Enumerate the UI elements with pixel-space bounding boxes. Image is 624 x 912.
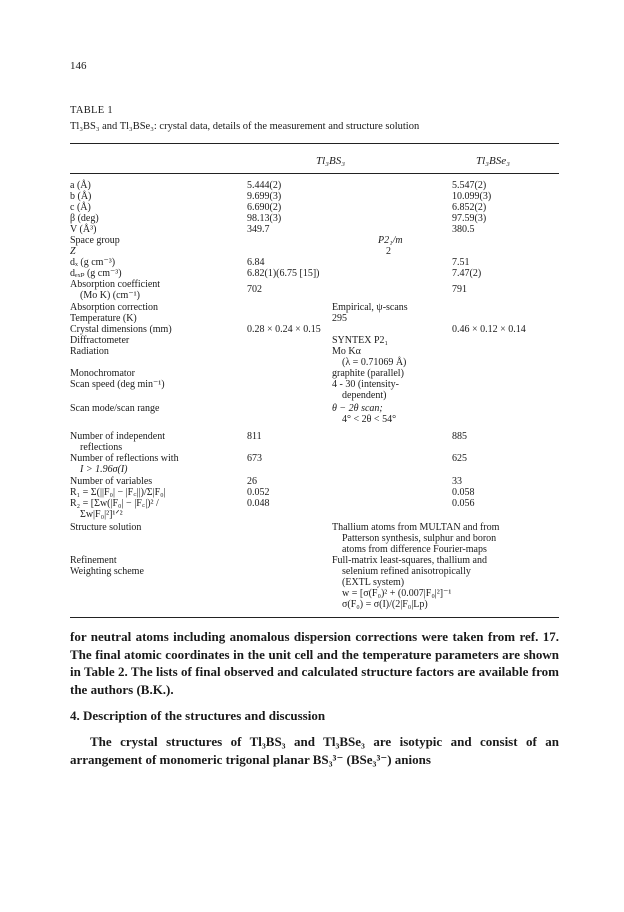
row-label: Structure solution [70,522,142,533]
value-tl3bse3: 0.056 [452,498,475,509]
value-tl3bse3: 10.099(3) [452,191,492,202]
row-label: Scan mode/scan range [70,403,160,414]
body-paragraph: for neutral atoms including anomalous dispersion corrections were taken from ref. 17. The final atomic coordinates in the unit cell and the temperature parameters are shown in Table 2. The lists of final observed and calculated structure factors are available from the authors (B.K.). [70,629,559,697]
shared-value-continued: dependent) [342,390,387,401]
row-label: dₓ (g cm⁻³) [70,257,116,268]
value-tl3bs3: 673 [247,453,262,464]
table-bottom-rule [70,617,559,618]
value-tl3bse3: 380.5 [452,224,475,235]
shared-value: 295 [332,313,347,324]
table-caption: Tl₃BS₃ and Tl₃BSe₃: crystal data, details of the measurement and structure solution [70,121,420,132]
value-tl3bs3: 6.84 [247,257,265,268]
page-number: 146 [70,60,87,72]
row-label: Crystal dimensions (mm) [70,324,172,335]
value-tl3bse3: 5.547(2) [452,180,487,191]
row-label: a (Å) [70,180,91,191]
value-tl3bse3: 885 [452,431,467,442]
row-label: R₁ = Σ(||F₀| − |F꜀||)/Σ|F₀| [70,487,166,498]
value-tl3bs3: 0.048 [247,498,270,509]
shared-value-continued: 4° < 2θ < 54° [342,414,397,425]
body-paragraph: The crystal structures of Tl₃BS₃ and Tl₃BSe₃ are isotypic and consist of an arrangement of monomeric trigonal planar BS₃³⁻ (BSe₃³⁻) anions [70,734,559,767]
row-label: Number of variables [70,476,153,487]
row-label: Radiation [70,346,109,357]
row-label: Space group [70,235,120,246]
row-label-continued: I > 1.96σ(I) [80,464,128,475]
column-header-tl3bs3: Tl₃BS₃ [316,155,346,167]
value-tl3bse3: 7.47(2) [452,268,482,279]
row-label-continued: (Mo K) (cm⁻¹) [80,290,140,301]
shared-value-continued: σ(F₀) = σ(I)/(2|F₀|Lp) [342,599,428,610]
row-label: Refinement [70,555,117,566]
table-label: TABLE 1 [70,105,113,116]
value-tl3bs3: 6.690(2) [247,202,282,213]
shared-value-continued: Patterson synthesis, sulphur and boron [342,533,497,544]
row-label: dₑₓₚ (g cm⁻³) [70,268,122,279]
shared-value-continued: (λ = 0.71069 Å) [342,357,407,368]
value-tl3bs3: 9.699(3) [247,191,282,202]
value-tl3bse3: 6.852(2) [452,202,487,213]
value-tl3bse3: 791 [452,284,467,295]
value-tl3bs3: 0.052 [247,487,270,498]
row-label-continued: Σw|F₀|²]¹ᐟ² [80,509,123,520]
shared-value: P2₁/m [378,235,403,246]
section-heading: 4. Description of the structures and discussion [70,708,326,723]
row-label: V (Å³) [70,224,97,235]
row-label: Absorption correction [70,302,159,313]
value-tl3bs3: 811 [247,431,262,442]
shared-value: 4 - 30 (intensity- [332,379,399,390]
shared-value: Empirical, ψ-scans [332,302,408,313]
row-label: Number of independent [70,431,165,442]
value-tl3bs3: 26 [247,476,257,487]
row-label: β (deg) [70,213,99,224]
row-label: c (Å) [70,202,91,213]
value-tl3bs3: 0.28 × 0.24 × 0.15 [247,324,321,335]
value-tl3bse3: 97.59(3) [452,213,487,224]
shared-value: SYNTEX P2₁ [332,335,388,346]
row-label: Absorption coefficient [70,279,161,290]
shared-value: Thallium atoms from MULTAN and from [332,522,500,533]
value-tl3bs3: 702 [247,284,262,295]
table-top-rule [70,143,559,144]
value-tl3bs3: 5.444(2) [247,180,282,191]
shared-value: graphite (parallel) [332,368,404,379]
value-tl3bse3: 625 [452,453,467,464]
row-label: b (Å) [70,191,92,202]
row-label: Monochromator [70,368,135,379]
shared-value-continued: atoms from difference Fourier-maps [342,544,487,555]
shared-value: 2 [386,246,391,257]
row-label: Z [70,246,76,257]
row-label: Scan speed (deg min⁻¹) [70,379,165,390]
row-label: Weighting scheme [70,566,144,577]
shared-value: θ − 2θ scan; [332,403,383,414]
row-label: Number of reflections with [70,453,179,464]
shared-value: Full-matrix least-squares, thallium and [332,555,487,566]
table-header-rule [70,173,559,174]
shared-value-continued: selenium refined anisotropically [342,566,471,577]
value-tl3bse3: 0.46 × 0.12 × 0.14 [452,324,526,335]
shared-value-continued: (EXTL system) [342,577,405,588]
value-tl3bse3: 33 [452,476,462,487]
value-tl3bse3: 0.058 [452,487,475,498]
row-label: R₂ = [Σw(|F₀| − |F꜀|)² / [70,498,159,509]
row-label: Temperature (K) [70,313,137,324]
value-tl3bs3: 349.7 [247,224,270,235]
column-header-tl3bse3: Tl₃BSe₃ [476,155,510,167]
row-label: Diffractometer [70,335,130,346]
shared-value-continued: w = [σ(F₀)² + (0.007|F₀|²]⁻¹ [342,588,452,599]
value-tl3bse3: 7.51 [452,257,470,268]
value-tl3bs3: 6.82(1)(6.75 [15]) [247,268,320,279]
shared-value: Mo Kα [332,346,361,357]
value-tl3bs3: 98.13(3) [247,213,282,224]
row-label-continued: reflections [80,442,123,453]
